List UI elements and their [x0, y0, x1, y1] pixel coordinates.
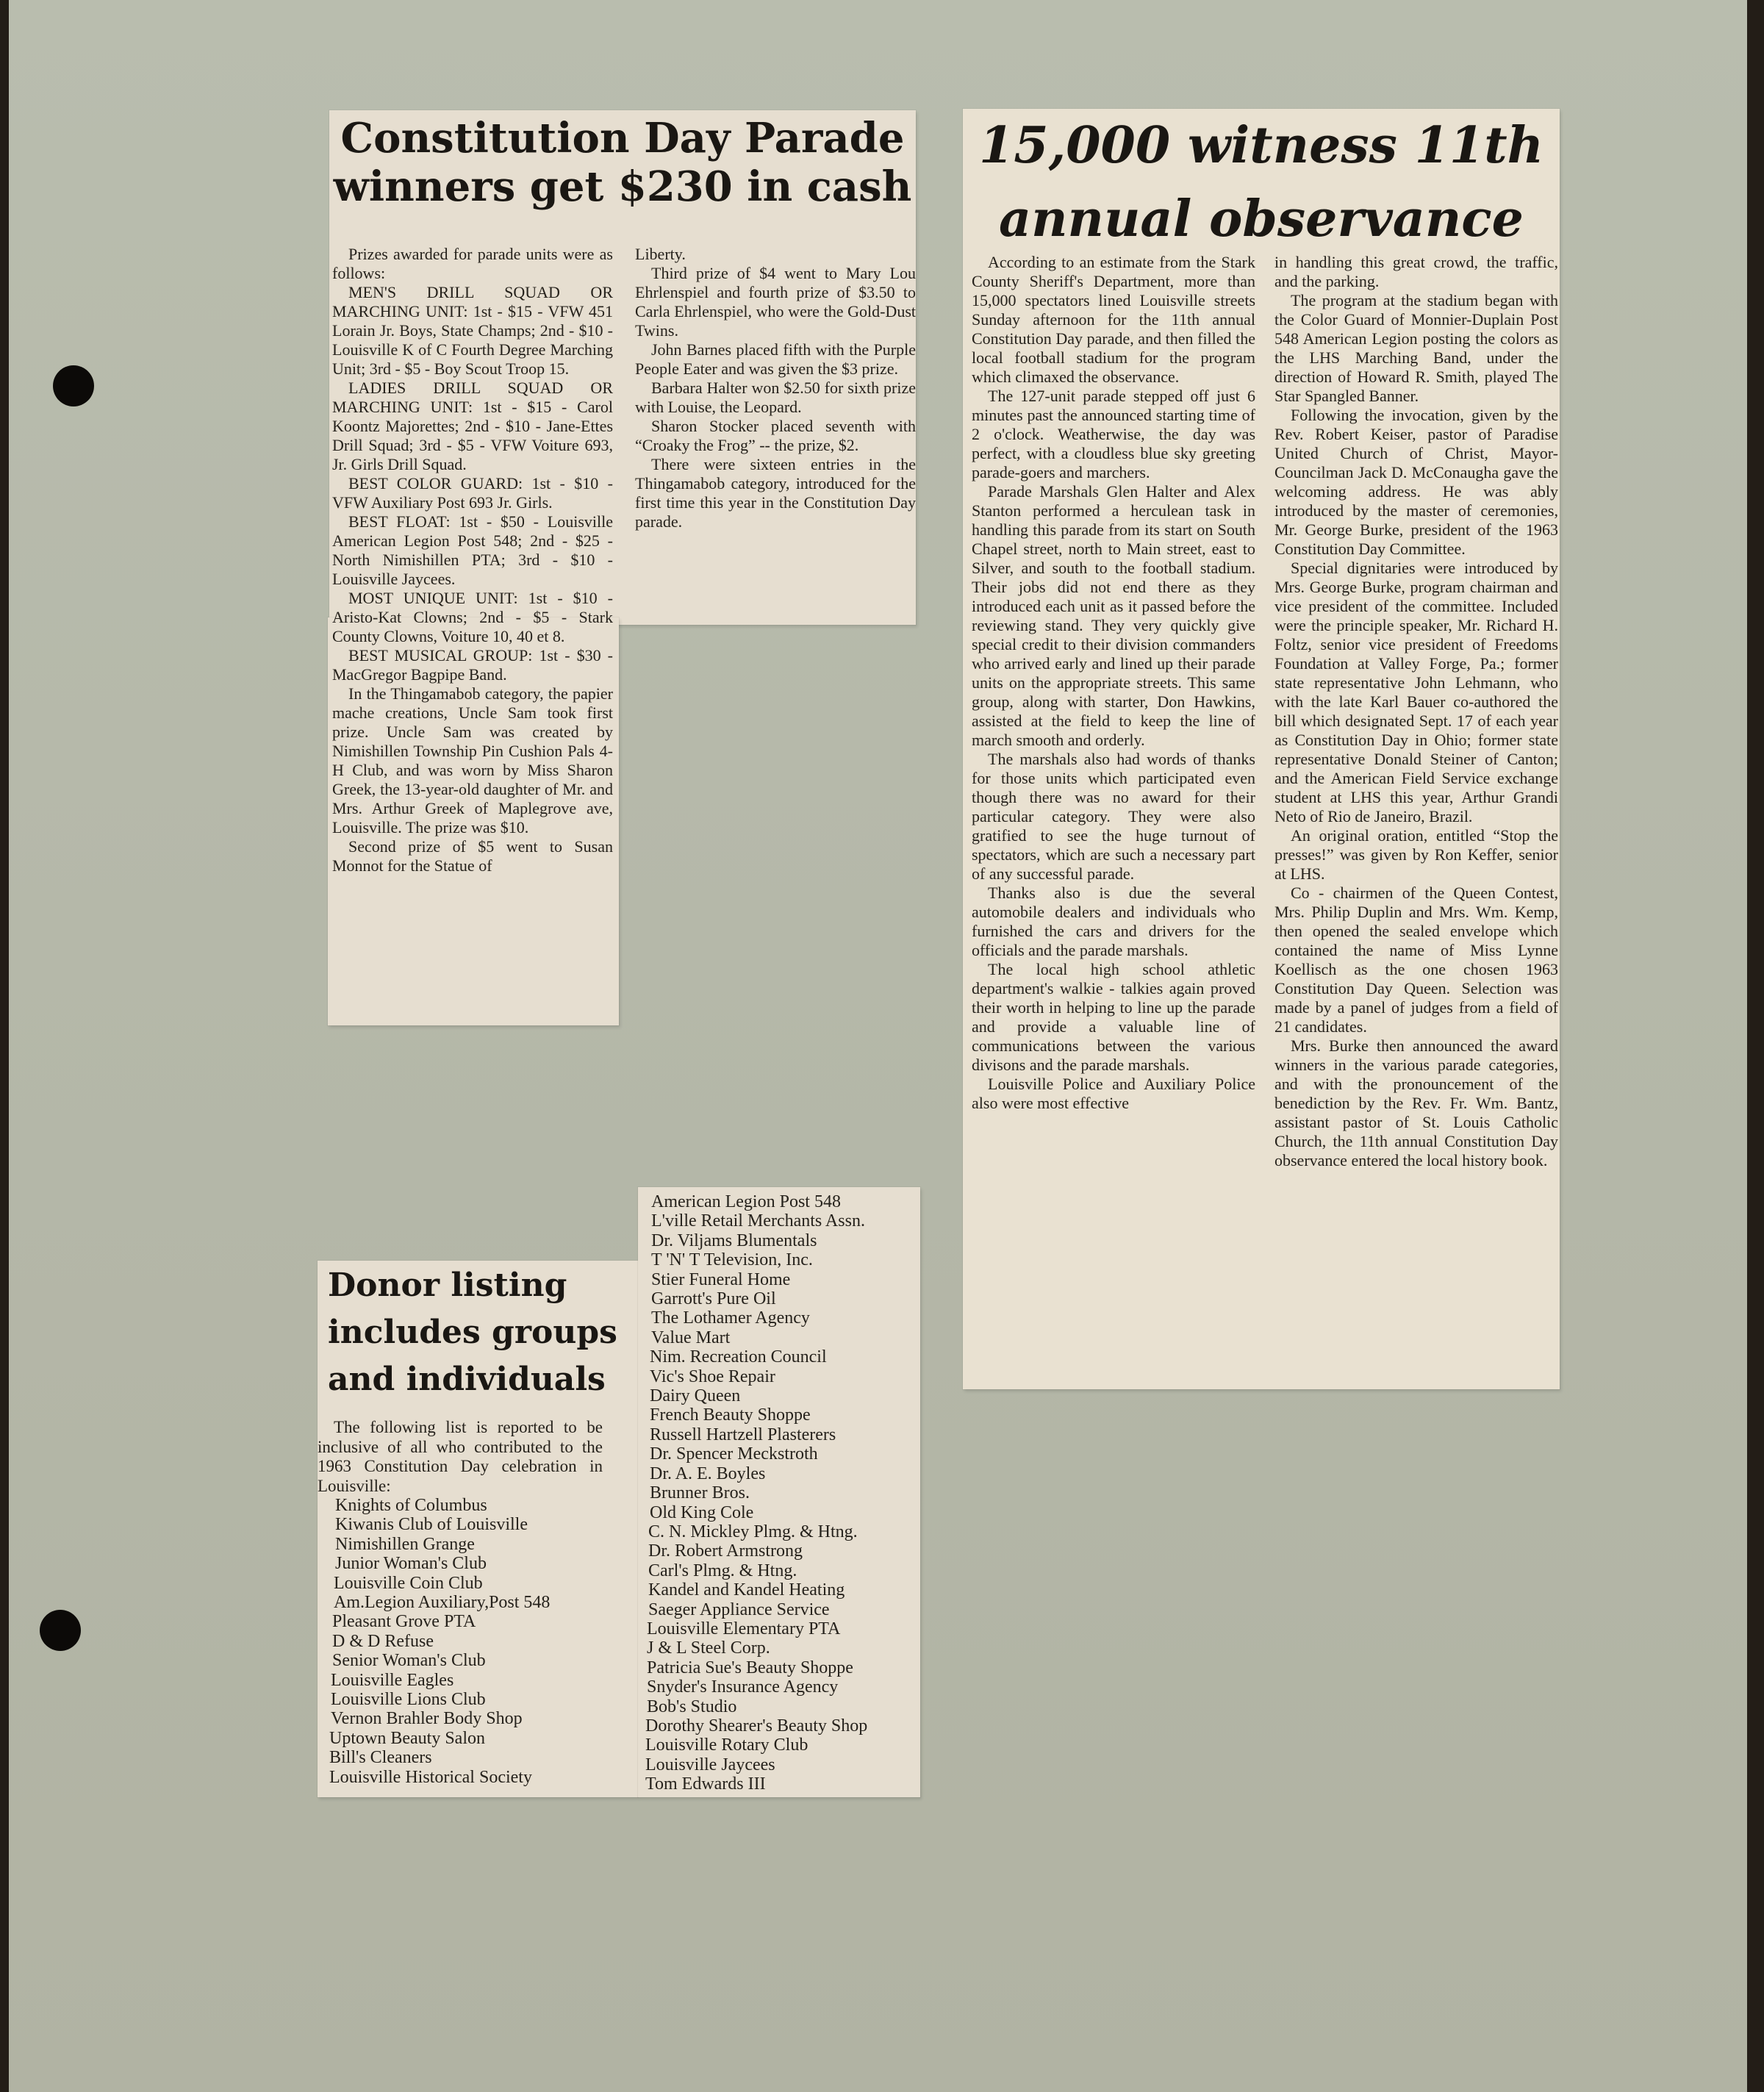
donor-list-item: Bill's Cleaners [329, 1748, 432, 1768]
headline-line: winners get $230 in cash [333, 162, 912, 212]
donor-list-item: Snyder's Insurance Agency [647, 1677, 839, 1697]
paragraph: Third prize of $4 went to Mary Lou Ehrlenspiel and fourth prize of $3.50 to Carla Ehrlenspiel, who were the Gold-Dust Twins. [635, 264, 916, 340]
donor-list-item: Tom Edwards III [645, 1774, 766, 1794]
paragraph: According to an estimate from the Stark County Sheriff's Department, more than 15,000 spectators lined Louisville streets Sunday afternoon for the 11th annual Constitution Day parade, and then filled the local football stadium for the program which climaxed the observance. [972, 253, 1255, 386]
paragraph: Thanks also is due the several automobile dealers and individuals who furnished the cars and drivers for the officials and the parade marshals. [972, 884, 1255, 959]
paragraph: The program at the stadium began with the Color Guard of Monnier-Duplain Post 548 American Legion posting the colors as the LHS Marching Band, under the direction of Howard R. Smith, played The Star Spangled Banner. [1274, 291, 1558, 405]
paragraph: MOST UNIQUE UNIT: 1st - $10 - Aristo-Kat Clowns; 2nd - $5 - Stark County Clowns, Voiture 10, 40 et 8. [332, 589, 613, 645]
donor-list-item: Dr. Spencer Meckstroth [650, 1444, 818, 1464]
observance-headline [963, 109, 1560, 256]
donor-list-item: Dr. Robert Armstrong [648, 1541, 803, 1561]
binder-hole-top [53, 365, 94, 406]
donor-list-item: T 'N' T Television, Inc. [651, 1250, 813, 1270]
parade-winners-column-1 [332, 245, 613, 875]
donor-list-item: French Beauty Shoppe [650, 1405, 811, 1425]
paragraph: BEST MUSICAL GROUP: 1st - $30 - MacGregor Bagpipe Band. [332, 646, 613, 684]
headline-line: annual observance [999, 190, 1524, 248]
donor-list-item: Saeger Appliance Service [648, 1600, 830, 1619]
paragraph: Liberty. [635, 245, 686, 263]
donor-list-item: Uptown Beauty Salon [329, 1728, 485, 1748]
donor-list-item: Senior Woman's Club [332, 1651, 486, 1671]
paragraph: The following list is reported to be inclusive of all who contributed to the 1963 Constitution Day celebration in Louisville: [318, 1418, 603, 1495]
donor-list-item: The Lothamer Agency [651, 1308, 810, 1328]
donor-list-item: Patricia Sue's Beauty Shoppe [647, 1658, 853, 1677]
donor-list-item: American Legion Post 548 [651, 1192, 841, 1211]
donor-list-item: Am.Legion Auxiliary,Post 548 [334, 1593, 551, 1613]
headline-line: and individuals [328, 1361, 606, 1398]
paragraph: The local high school athletic department's walkie - talkies again proved their worth in helping to line up the parade and provide a valuable line of communications between the various divisons and the parade marshals. [972, 960, 1255, 1074]
donor-list-item: Louisville Jaycees [645, 1755, 775, 1774]
donor-list-item: Dr. Viljams Blumentals [651, 1231, 817, 1250]
donor-listing-intro [318, 1418, 603, 1496]
donor-list-item: Russell Hartzell Plasterers [650, 1425, 836, 1444]
donor-list-item: Louisville Lions Club [331, 1690, 486, 1710]
donor-list-item: Louisville Coin Club [334, 1573, 483, 1593]
paragraph: Parade Marshals Glen Halter and Alex Stanton performed a herculean task in handling this parade from its start on South Chapel street, north to Main street, east to Silver, and south to the football stadium. Their jobs did not end there as they introduced each unit as it passed before the reviewing stand. They very quickly give special credit to their division commanders who arrived early and lined up their parade units on the appropriate streets. This same group, along with starter, Don Hawkins, assisted at the field to keep the line of march smooth and orderly. [972, 482, 1255, 749]
donor-list-item: D & D Refuse [332, 1631, 434, 1651]
paragraph: Sharon Stocker placed seventh with “Croaky the Frog” -- the prize, $2. [635, 417, 916, 454]
donor-list-right [641, 1192, 919, 1794]
donor-list-item: Vic's Shoe Repair [650, 1366, 775, 1386]
paragraph: Second prize of $5 went to Susan Monnot for the Statue of [332, 837, 613, 875]
donor-list-item: Stier Funeral Home [651, 1269, 791, 1289]
donor-list-item: Value Mart [651, 1328, 731, 1347]
donor-list-item: Louisville Eagles [331, 1670, 454, 1690]
observance-column-2 [1274, 253, 1558, 1170]
donor-list-item: Vernon Brahler Body Shop [331, 1709, 523, 1729]
donor-list-item: Louisville Rotary Club [645, 1735, 808, 1755]
donor-list-item: C. N. Mickley Plmg. & Htng. [648, 1522, 858, 1541]
donor-list-item: Dr. A. E. Boyles [650, 1464, 766, 1483]
paragraph: BEST FLOAT: 1st - $50 - Louisville American Legion Post 548; 2nd - $25 - North Nimishillen PTA; 3rd - $10 - Louisville Jaycees. [332, 512, 613, 588]
observance-column-1 [972, 253, 1255, 1113]
donor-list-item: Nimishillen Grange [335, 1534, 475, 1554]
paragraph: John Barnes placed fifth with the Purple People Eater and was given the $3 prize. [635, 340, 916, 378]
donor-list-item: Kiwanis Club of Louisville [335, 1515, 528, 1535]
paragraph: Following the invocation, given by the Rev. Robert Keiser, pastor of Paradise United Church of Christ, Mayor-Councilman Jack D. McConaugha gave the welcoming address. He was ably introduced by the master of ceremonies, Mr. George Burke, president of the 1963 Constitution Day Committee. [1274, 406, 1558, 558]
paragraph: The marshals also had words of thanks for those units which participated even though there was no award for their particular category. They were also gratified to see the huge turnout of spectators, which are such a necessary part of any successful parade. [972, 750, 1255, 883]
paragraph: The 127-unit parade stepped off just 6 minutes past the announced starting time of 2 o'clock. Weatherwise, the day was perfect, with a cloudless blue sky greeting parade-goers and marchers. [972, 387, 1255, 481]
donor-list-item: Knights of Columbus [335, 1496, 487, 1515]
binder-hole-bottom [40, 1610, 81, 1651]
donor-list-item: Carl's Plmg. & Htng. [648, 1561, 797, 1580]
donor-list-item: Dairy Queen [650, 1386, 741, 1406]
donor-list-item: Louisville Historical Society [329, 1767, 532, 1787]
donor-list-item: Brunner Bros. [650, 1483, 750, 1503]
parade-winners-headline [329, 114, 916, 211]
donor-list-item: Kandel and Kandel Heating [648, 1580, 845, 1600]
parade-winners-column-2 [635, 245, 916, 531]
paragraph: In the Thingamabob category, the papier mache creations, Uncle Sam took first prize. Uncle Sam was created by Nimishillen Township Pin Cushion Pals 4-H Club, and was worn by Miss Sharon Greek, the 13-year-old daughter of Mr. and Mrs. Arthur Greek of Maplegrove ave, Louisville. The prize was $10. [332, 684, 613, 837]
paragraph: in handling this great crowd, the traffic, and the parking. [1274, 253, 1558, 290]
paragraph: Louisville Police and Auxiliary Police also were most effective [972, 1075, 1255, 1112]
headline-line: includes groups [328, 1314, 617, 1351]
paragraph: MEN'S DRILL SQUAD OR MARCHING UNIT: 1st - $15 - VFW 451 Lorain Jr. Boys, State Champs; 2nd - $10 - Louisville K of C Fourth Degree Marching Unit; 3rd - $5 - Boy Scout Troop 15. [332, 283, 613, 378]
paragraph: Special dignitaries were introduced by Mrs. George Burke, program chairman and vice president of the committee. Included were the principle speaker, Mr. Richard H. Foltz, senior vice president of Freedoms Foundation at Valley Forge, Pa.; former state representative John Lehmann, who with the late Karl Bauer co-authored the bill which designated Sept. 17 of each year as Constitution Day in Ohio; former state representative Donald Steiner of Canton; and the American Field Service exchange student at LHS this year, Arthur Grandi Neto of Rio de Janeiro, Brazil. [1274, 559, 1558, 825]
donor-list-item: Dorothy Shearer's Beauty Shop [645, 1716, 868, 1735]
donor-list-left [329, 1496, 631, 1787]
donor-list-item: L'ville Retail Merchants Assn. [651, 1211, 865, 1231]
donor-list-item: Junior Woman's Club [335, 1554, 487, 1574]
headline-line: 15,000 witness 11th [978, 116, 1544, 175]
paragraph: There were sixteen entries in the Thingamabob category, introduced for the first time this year in the Constitution Day parade. [635, 455, 916, 531]
paragraph: Co - chairmen of the Queen Contest, Mrs. Philip Duplin and Mrs. Wm. Kemp, then opened the sealed envelope which contained the name of Miss Lynne Koellisch as the one chosen 1963 Constitution Day Queen. Selection was made by a panel of judges from a field of 21 candidates. [1274, 884, 1558, 1036]
paragraph: BEST COLOR GUARD: 1st - $10 - VFW Auxiliary Post 693 Jr. Girls. [332, 474, 613, 512]
donor-list-item: Louisville Elementary PTA [647, 1619, 841, 1638]
paragraph: An original oration, entitled “Stop the presses!” was given by Ron Keffer, senior at LHS. [1274, 826, 1558, 883]
donor-list-item: Old King Cole [650, 1502, 754, 1522]
paragraph: Mrs. Burke then announced the award winners in the various parade categories, and with the pronouncement of the benediction by the Rev. Fr. Wm. Bantz, assistant pastor of St. Louis Catholic Church, the 11th annual Constitution Day observance entered the local history book. [1274, 1036, 1558, 1169]
donor-list-item: Bob's Studio [647, 1697, 737, 1716]
headline-line: Constitution Day Parade [340, 114, 905, 162]
paragraph: Barbara Halter won $2.50 for sixth prize with Louise, the Leopard. [635, 379, 916, 416]
paragraph: LADIES DRILL SQUAD OR MARCHING UNIT: 1st - $15 - Carol Koontz Majorettes; 2nd - $10 - Jane-Ettes Drill Squad; 3rd - $5 - VFW Voiture 693, Jr. Girls Drill Squad. [332, 379, 613, 473]
headline-line: Donor listing [328, 1267, 567, 1304]
donor-list-item: J & L Steel Corp. [647, 1638, 770, 1658]
donor-list-item: Garrott's Pure Oil [651, 1289, 776, 1309]
donor-list-item: Nim. Recreation Council [650, 1347, 827, 1367]
donor-listing-headline [328, 1262, 629, 1403]
paragraph: Prizes awarded for parade units were as follows: [332, 245, 613, 282]
donor-list-item: Pleasant Grove PTA [332, 1612, 476, 1632]
